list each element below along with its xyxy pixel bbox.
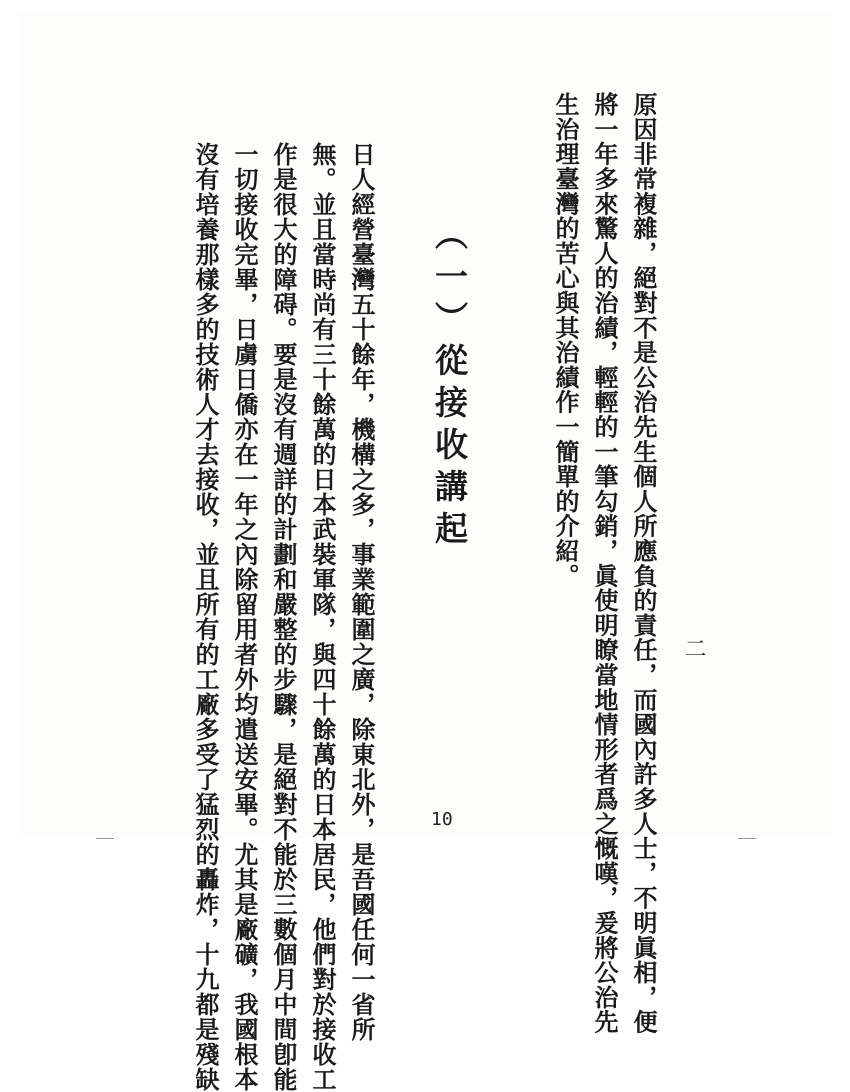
book-page (18, 12, 832, 1092)
page-number: 10 (431, 809, 453, 830)
text-column: 無。並且當時尚有三十餘萬的日本武裝軍隊，與四十餘萬的日本居民，他們對於接收工 (308, 142, 337, 1092)
edge-mark (96, 838, 114, 839)
text-column: 沒有培養那樣多的技術人才去接收，並且所有的工廠多受了猛烈的轟炸，十九都是殘缺 (191, 142, 220, 1092)
text-column: 生治理臺灣的苦心與其治績作一簡單的介紹。 (551, 92, 580, 588)
edge-mark (738, 838, 756, 839)
section-heading: （一）從接收講起 (430, 217, 469, 553)
margin-number: 二 (681, 637, 706, 659)
text-column: 日人經營臺灣五十餘年，機構之多，事業範圍之廣，除東北外，是吾國任何一省所 (347, 142, 376, 1042)
text-column: 將一年多來驚人的治績，輕輕的一筆勾銷，眞使明瞭當地情形者爲之慨嘆，爰將公治先 (590, 92, 619, 1035)
text-column: 原因非常複雜，絕對不是公治先生個人所應負的責任，而國內許多人士，不明眞相，便 (629, 92, 658, 1035)
text-column: 一切接收完畢，日虜日僑亦在一年之內除留用者外均遣送安畢。尤其是廠礦，我國根本 (230, 142, 259, 1092)
text-column: 作是很大的障碍。要是沒有週詳的計劃和嚴整的步驟，是絕對不能於三數個月中間卽能 (269, 142, 298, 1092)
